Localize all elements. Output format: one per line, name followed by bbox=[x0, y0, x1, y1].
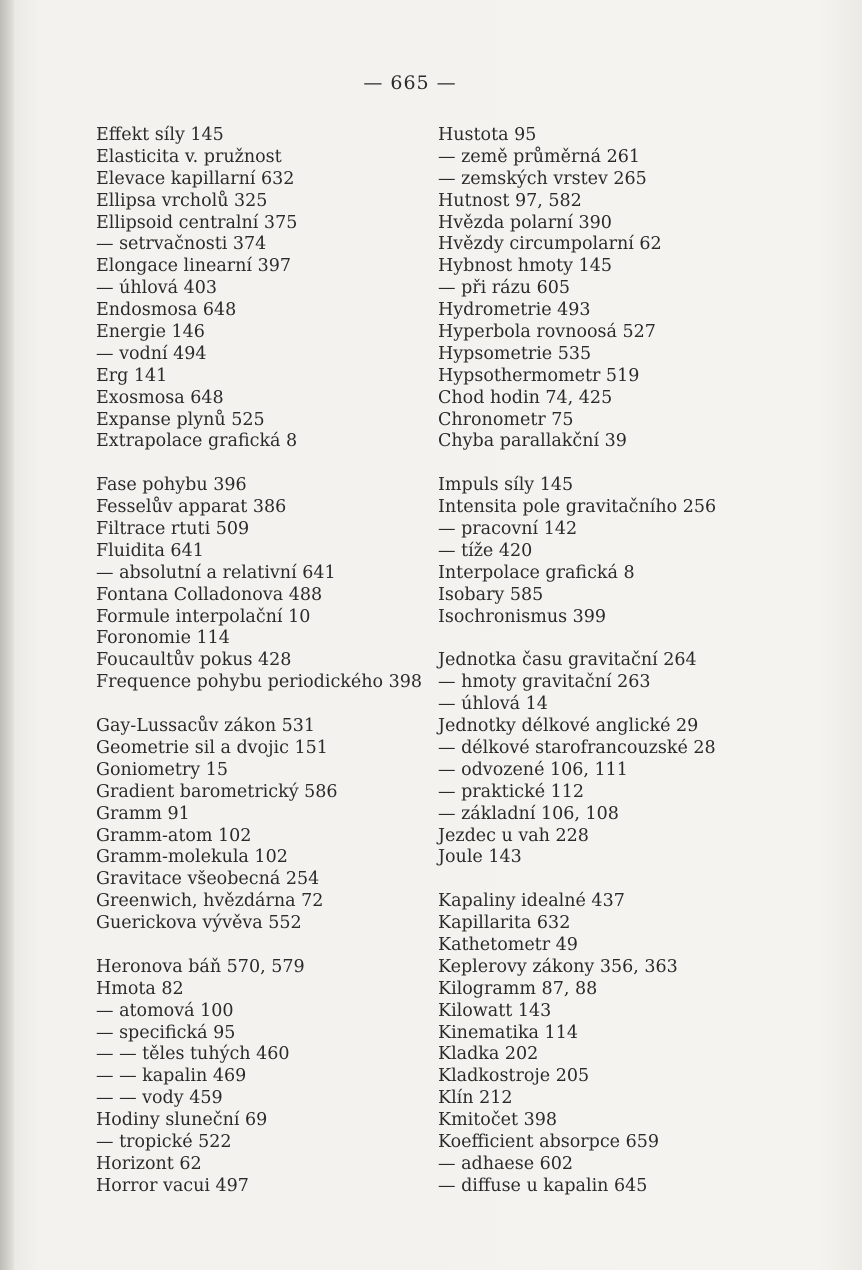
index-entry: Gay-Lussacův zákon 531 bbox=[96, 716, 316, 737]
index-entry: — úhlová 403 bbox=[96, 278, 218, 299]
index-entry: — základní 106, 108 bbox=[438, 803, 619, 824]
index-entry: Guerickova vývěva 552 bbox=[96, 913, 302, 934]
index-entry: Gramm-molekula 102 bbox=[96, 847, 288, 868]
index-entry: Gramm-atom 102 bbox=[96, 825, 252, 846]
index-entry: Isochronismus 399 bbox=[438, 606, 607, 627]
index-entry: Energie 146 bbox=[96, 322, 205, 343]
index-entry: Fesselův apparat 386 bbox=[96, 497, 287, 518]
index-entry: Kinematika 114 bbox=[438, 1022, 578, 1043]
index-entry: — — kapalin 469 bbox=[96, 1066, 247, 1087]
index-entry: Hutnost 97, 582 bbox=[438, 190, 582, 211]
index-entry: Extrapolace grafická 8 bbox=[96, 431, 298, 452]
index-entry: Expanse plynů 525 bbox=[96, 409, 265, 430]
index-entry: — hmoty gravitační 263 bbox=[438, 672, 651, 693]
index-entry: Chronometr 75 bbox=[438, 409, 574, 430]
index-entry: Horror vacui 497 bbox=[96, 1175, 249, 1196]
section-gap bbox=[96, 453, 466, 475]
index-entry: — země průměrná 261 bbox=[438, 146, 640, 167]
index-entry: Erg 141 bbox=[96, 365, 168, 386]
index-entry: Koefficient absorpce 659 bbox=[438, 1131, 659, 1152]
index-entry: — odvozené 106, 111 bbox=[438, 759, 628, 780]
index-entry: Kathetometr 49 bbox=[438, 934, 578, 955]
index-entry: Jezdec u vah 228 bbox=[438, 825, 589, 846]
index-entry: — praktické 112 bbox=[438, 781, 585, 802]
index-entry: Hybnost hmoty 145 bbox=[438, 256, 613, 277]
index-entry: Isobary 585 bbox=[438, 584, 544, 605]
index-entry: Kapaliny idealné 437 bbox=[438, 891, 625, 912]
page-number: — 665 — bbox=[363, 72, 457, 94]
index-entry: Heronova báň 570, 579 bbox=[96, 956, 305, 977]
index-entry: Hvězda polarní 390 bbox=[438, 212, 612, 233]
index-entry: Joule 143 bbox=[438, 847, 522, 868]
index-entry: Hustota 95 bbox=[438, 125, 537, 145]
index-entry: — absolutní a relativní 641 bbox=[96, 562, 336, 583]
index-entry: Fontana Colladonova 488 bbox=[96, 584, 323, 605]
index-entry: Foronomie 114 bbox=[96, 628, 230, 649]
section-gap bbox=[438, 453, 808, 475]
index-entry: — pracovní 142 bbox=[438, 519, 578, 540]
section-gap bbox=[96, 694, 466, 716]
index-column-left bbox=[96, 125, 466, 1198]
index-entry: Fluidita 641 bbox=[96, 540, 204, 561]
index-entry: Hydrometrie 493 bbox=[438, 300, 591, 321]
index-entry: Gramm 91 bbox=[96, 803, 190, 824]
index-entry: — délkové starofrancouzské 28 bbox=[438, 737, 716, 758]
index-entry: — tíže 420 bbox=[438, 540, 533, 561]
section-gap bbox=[96, 935, 466, 957]
index-entry: Goniometry 15 bbox=[96, 759, 228, 780]
index-entry: Elongace linearní 397 bbox=[96, 256, 291, 277]
index-entry: — setrvačnosti 374 bbox=[96, 234, 267, 255]
index-entry: Jednotka času gravitační 264 bbox=[438, 650, 697, 671]
index-entry: — specifická 95 bbox=[96, 1022, 236, 1043]
index-entry: Filtrace rtuti 509 bbox=[96, 519, 250, 540]
index-entry: Chod hodin 74, 425 bbox=[438, 387, 613, 408]
index-entry: — při rázu 605 bbox=[438, 278, 571, 299]
index-entry: Elevace kapillarní 632 bbox=[96, 168, 295, 189]
index-entry: Ellipsoid centralní 375 bbox=[96, 212, 298, 233]
index-entry: Frequence pohybu periodického 398 bbox=[96, 672, 423, 693]
index-entry: Formule interpolační 10 bbox=[96, 606, 311, 627]
index-entry: Endosmosa 648 bbox=[96, 300, 237, 321]
page-spine-shadow bbox=[0, 0, 14, 1270]
index-entry: Hypsothermometr 519 bbox=[438, 365, 640, 386]
index-entry: Kapillarita 632 bbox=[438, 913, 571, 934]
index-entry: Chyba parallakční 39 bbox=[438, 431, 627, 452]
index-entry: Hyperbola rovnoosá 527 bbox=[438, 322, 656, 343]
index-column-right bbox=[438, 125, 808, 1198]
index-entry: Kilowatt 143 bbox=[438, 1000, 552, 1021]
index-entry: — atomová 100 bbox=[96, 1000, 234, 1021]
index-entry: Ellipsa vrcholů 325 bbox=[96, 190, 268, 211]
index-entry: Kilogramm 87, 88 bbox=[438, 978, 598, 999]
index-entry: Effekt síly 145 bbox=[96, 125, 224, 145]
index-entry: Impuls síly 145 bbox=[438, 475, 574, 496]
index-entry: — zemských vrstev 265 bbox=[438, 168, 647, 189]
index-entry: — — vody 459 bbox=[96, 1088, 223, 1109]
index-entry: Gravitace všeobecná 254 bbox=[96, 869, 320, 890]
index-entry: Greenwich, hvězdárna 72 bbox=[96, 891, 324, 912]
section-gap bbox=[438, 628, 808, 650]
index-entry: — diffuse u kapalin 645 bbox=[438, 1175, 648, 1196]
index-entry: — tropické 522 bbox=[96, 1131, 232, 1152]
section-gap bbox=[438, 869, 808, 891]
index-entry: Foucaultův pokus 428 bbox=[96, 650, 292, 671]
index-entry: Intensita pole gravitačního 256 bbox=[438, 497, 717, 518]
index-entry: Exosmosa 648 bbox=[96, 387, 224, 408]
index-entry: Jednotky délkové anglické 29 bbox=[438, 716, 699, 737]
index-entry: — úhlová 14 bbox=[438, 694, 548, 715]
index-entry: Fase pohybu 396 bbox=[96, 475, 247, 496]
index-entry: Klín 212 bbox=[438, 1088, 513, 1109]
index-entry: Kmitočet 398 bbox=[438, 1110, 557, 1131]
index-entry: Interpolace grafická 8 bbox=[438, 562, 635, 583]
index-entry: Gradient barometrický 586 bbox=[96, 781, 338, 802]
index-entry: Hvězdy circumpolarní 62 bbox=[438, 234, 662, 255]
index-entry: Hmota 82 bbox=[96, 978, 184, 999]
index-entry: Keplerovy zákony 356, 363 bbox=[438, 956, 678, 977]
index-entry: — — těles tuhých 460 bbox=[96, 1044, 290, 1065]
index-entry: — vodní 494 bbox=[96, 343, 207, 364]
index-entry: Kladkostroje 205 bbox=[438, 1066, 590, 1087]
index-entry: Horizont 62 bbox=[96, 1153, 202, 1174]
index-entry: Hypsometrie 535 bbox=[438, 343, 592, 364]
index-entry: Geometrie sil a dvojic 151 bbox=[96, 737, 328, 758]
index-entry: — adhaese 602 bbox=[438, 1153, 574, 1174]
index-entry: Hodiny sluneční 69 bbox=[96, 1110, 268, 1131]
index-entry: Kladka 202 bbox=[438, 1044, 539, 1065]
index-entry: Elasticita v. pružnost bbox=[96, 146, 282, 167]
